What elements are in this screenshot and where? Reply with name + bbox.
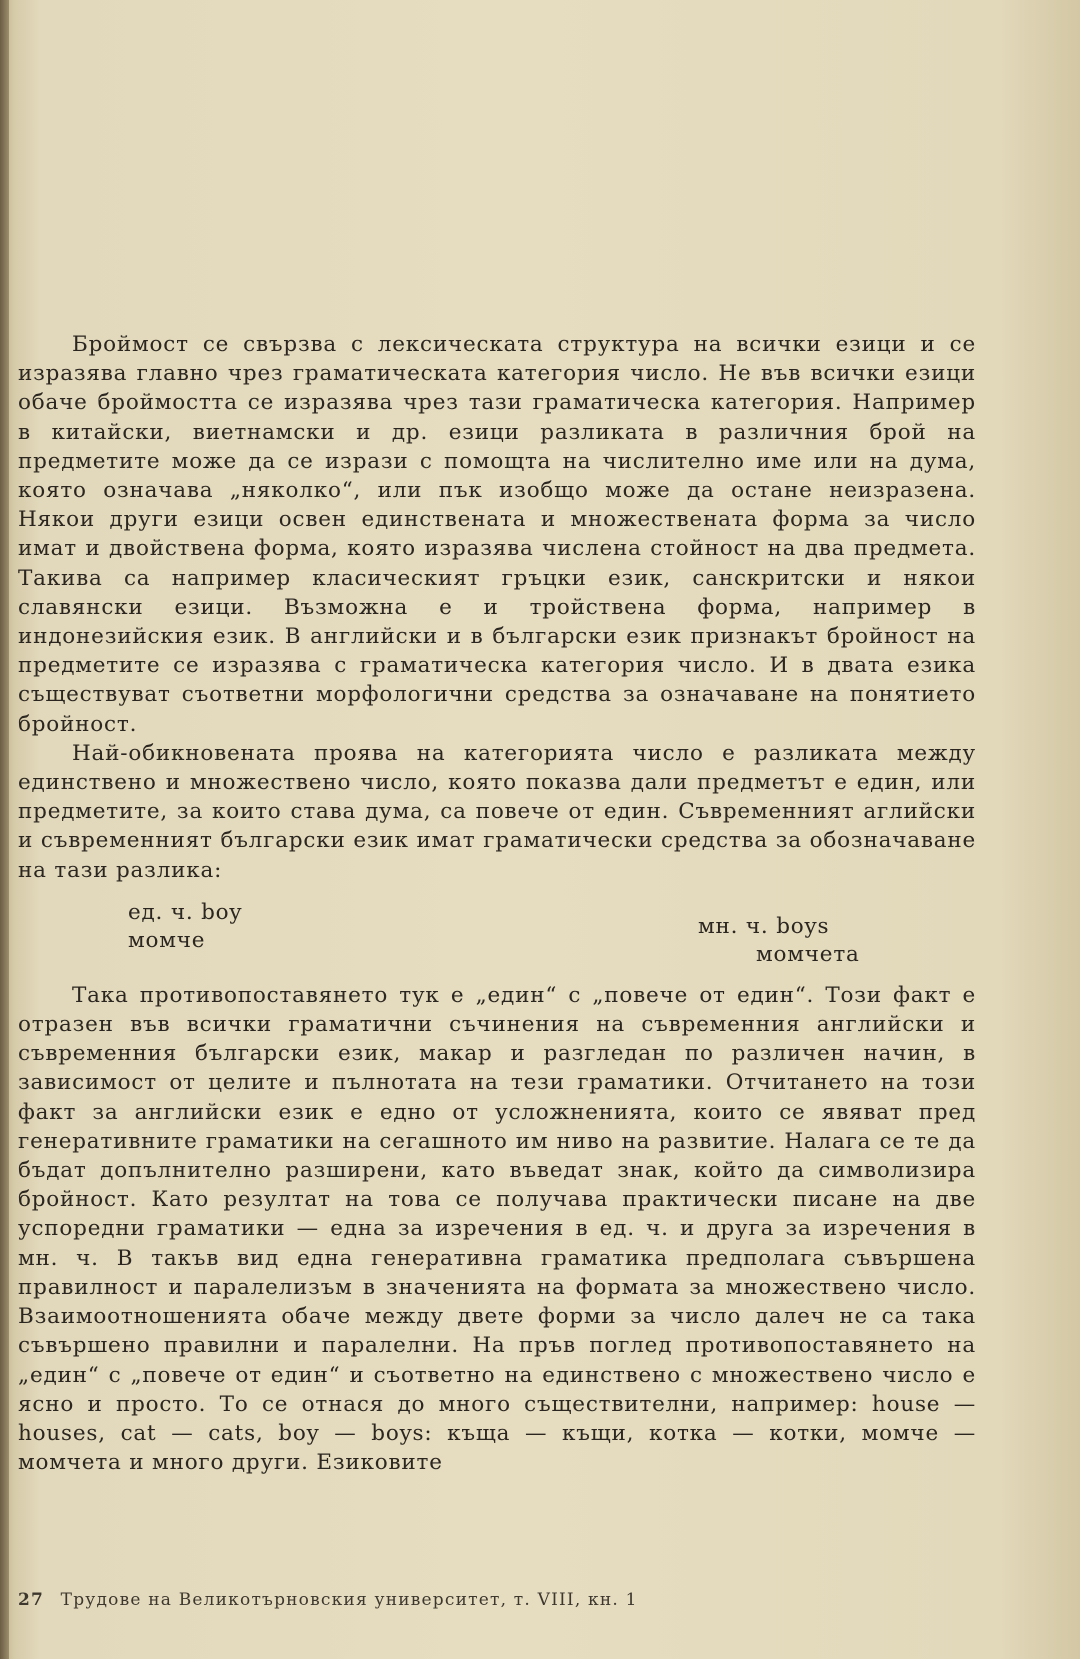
page-binding-edge <box>0 0 9 1659</box>
plural-gloss: момчета <box>756 941 860 967</box>
plural-label: мн. ч. boys <box>698 913 830 939</box>
paragraph-3: Така противопоставянето тук е „един“ с „повече от един“. Този факт е отразен във всички граматични съчинения на съвременния английски и съвременния български език, макар и разгледан по различен начин, в зависимост от целите и пълнотата на тези граматики. Отчитането на този факт за английски език е едно от усложненията, които се явяват пред генеративните граматики на сегашното им ниво на развитие. Налага се те да бъдат допълнително разширени, като въведат знак, който да символизира бройност. Като резултат на това се получава практически писане на две успоредни граматики — една за изречения в ед. ч. и друга за изречения в мн. ч. В такъв вид една генеративна граматика предполага съвършена правилност и паралелизъм в значенията на формата за множествено число. Взаимоотношенията обаче между двете форми за число далеч не са така съвършено правилни и паралелни. На пръв поглед противопоставянето на „един“ с „повече от един“ и съответно на единствено с множествено число е ясно и просто. То се отнася до много съществителни, например: house — houses, cat — cats, boy — boys: къща — къщи, котка — котки, момче — момчета и много други. Езиковите <box>18 982 976 1476</box>
body-text <box>18 330 976 1477</box>
page-number: 27 <box>18 1590 45 1610</box>
paragraph-2: Най-обикновената проява на категорията число е разликата между единствено и множествено число, която показва дали предметът е един, или предметите, за които става дума, са повече от един. Съвременният аглийски и съвременният български език имат граматически средства за обозначаване на тази разлика: <box>18 740 976 883</box>
plural-example <box>698 913 860 969</box>
singular-gloss: момче <box>128 927 206 953</box>
page-footer <box>18 1590 638 1610</box>
number-examples <box>18 899 976 973</box>
paragraph-1: Броймост се свързва с лексическата структура на всички езици и се изразява главно чрез граматическата категория число. Не във всички езици обаче броймостта се изразява чрез тази граматическа категория. Например в китайски, виетнамски и др. езици разликата в различния брой на предметите може да се изрази с помощта на числително име или на дума, която означава „няколко“, или пък изобщо може да остане неизразена. Някои други езици освен единствената и множествената форма за число имат и двойствена форма, която изразява числена стойност на два предмета. Такива са например класическият гръцки език, санскритски и някои славянски езици. Възможна е и тройствена форма, например в индонезийския език. В английски и в български език признакът бройност на предметите се изразява с граматическа категория число. И в двата езика съществуват съответни морфологични средства за означаване на понятието бройност. <box>18 332 976 737</box>
singular-label: ед. ч. boy <box>128 899 243 925</box>
singular-example <box>128 899 242 955</box>
footer-citation: Трудове на Великотърновския университет, т. VIII, кн. 1 <box>60 1590 638 1610</box>
